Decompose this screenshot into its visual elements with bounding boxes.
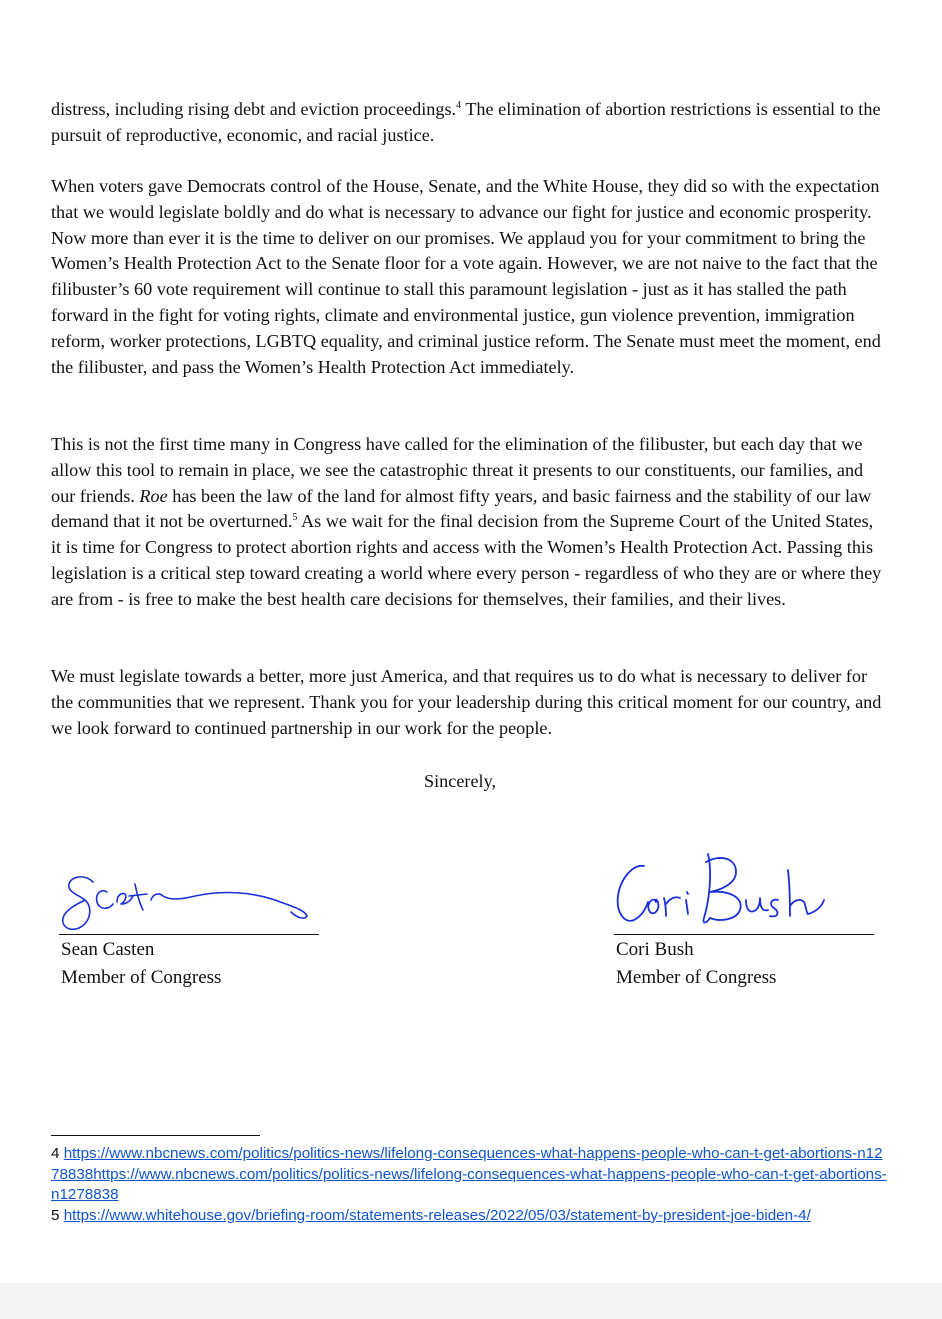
footnote-5-number: 5 (51, 1206, 60, 1224)
signature-line-casten (59, 934, 319, 935)
case-name-roe: Roe (139, 485, 168, 506)
signer-name-bush: Cori Bush (616, 939, 694, 960)
page-bottom-margin (0, 1283, 942, 1319)
paragraph-1 (51, 97, 887, 149)
closing-salutation: Sincerely, (424, 771, 497, 791)
paragraph-2: When voters gave Democrats control of the House, Senate, and the White House, they did so with the expectation that we would legislate boldly and do what is necessary to advance our fight for justice and economic prosperity. Now more than ever it is the time to deliver on our promises. We applaud you for your commitment to bring the Women’s Health Protection Act to the Senate floor for a vote again. However, we are not naive to the fact that the filibuster’s 60 vote requirement will continue to stall this paramount legislation - just as it has stalled the path forward in the fight for voting rights, climate and environmental justice, gun violence prevention, immigration reform, worker protections, LGBTQ equality, and criminal justice reform. The Senate must meet the moment, end the filibuster, and pass the Women’s Health Protection Act immediately. (51, 176, 881, 377)
signature-bush-image (610, 840, 874, 935)
footnote-ref-5: 5 (292, 512, 298, 524)
footnote-5-link[interactable]: https://www.whitehouse.gov/briefing-room/statements-releases/2022/05/03/statement-by-president-joe-biden-4/ (63, 1206, 811, 1224)
footnote-4-number: 4 (51, 1145, 60, 1162)
footnote-separator (51, 1135, 260, 1136)
signature-block-casten (55, 840, 319, 1000)
signer-title-bush: Member of Congress (616, 967, 777, 988)
paragraph-4: We must legislate towards a better, more just America, and that requires us to do what is necessary to deliver for the communities that we represent. Thank you for your leadership during this critical moment for our country, and we look forward to continued partnership in our work for the people. (51, 666, 882, 738)
signature-block-bush (610, 840, 874, 1000)
footnotes (51, 1144, 887, 1226)
footnote-ref-4: 4 (456, 100, 462, 111)
footnote-4 (51, 1144, 887, 1206)
footnote-4-link[interactable]: https://www.nbcnews.com/politics/politics-news/lifelong-consequences-what-happens-people-who-can-t-get-abortions-n1278838https://www.nbcnews.com/politics/politics-news/lifelong-consequences-what-happens-people-who-can-t-get-abortions-n1278838 (51, 1145, 887, 1204)
paragraph-3-text-a: This is not the first time many in Congress have called for the elimination of the filibuster, but each day that we allow this tool to remain in place, we see the catastrophic threat it presents to our constituents, our families, and our friends. (51, 434, 864, 506)
paragraph-1-text-b: The elimination of abortion restrictions is essential to the pursuit of reproductive, economic, and racial justice. (51, 99, 881, 145)
signature-line-bush (614, 934, 874, 935)
paragraph-1-text-a: distress, including rising debt and eviction proceedings. (51, 99, 457, 119)
paragraph-3-text-b: has been the law of the land for almost fifty years, and basic fairness and the stability of our law demand that it not be overturned. (51, 485, 872, 532)
paragraph-3 (51, 432, 887, 613)
paragraph-3-text-c: As we wait for the final decision from the Supreme Court of the United States, it is time for Congress to protect abortion rights and access with the Women’s Health Protection Act. Passing this legislation is a critical step toward creating a world where every person - regardless of who they are or where they are from - is free to make the best health care decisions for themselves, their families, and their lives. (51, 511, 882, 609)
signer-title-casten: Member of Congress (61, 967, 222, 988)
signature-casten-image (55, 840, 319, 935)
footnote-5 (51, 1206, 887, 1227)
signer-name-casten: Sean Casten (61, 939, 155, 960)
